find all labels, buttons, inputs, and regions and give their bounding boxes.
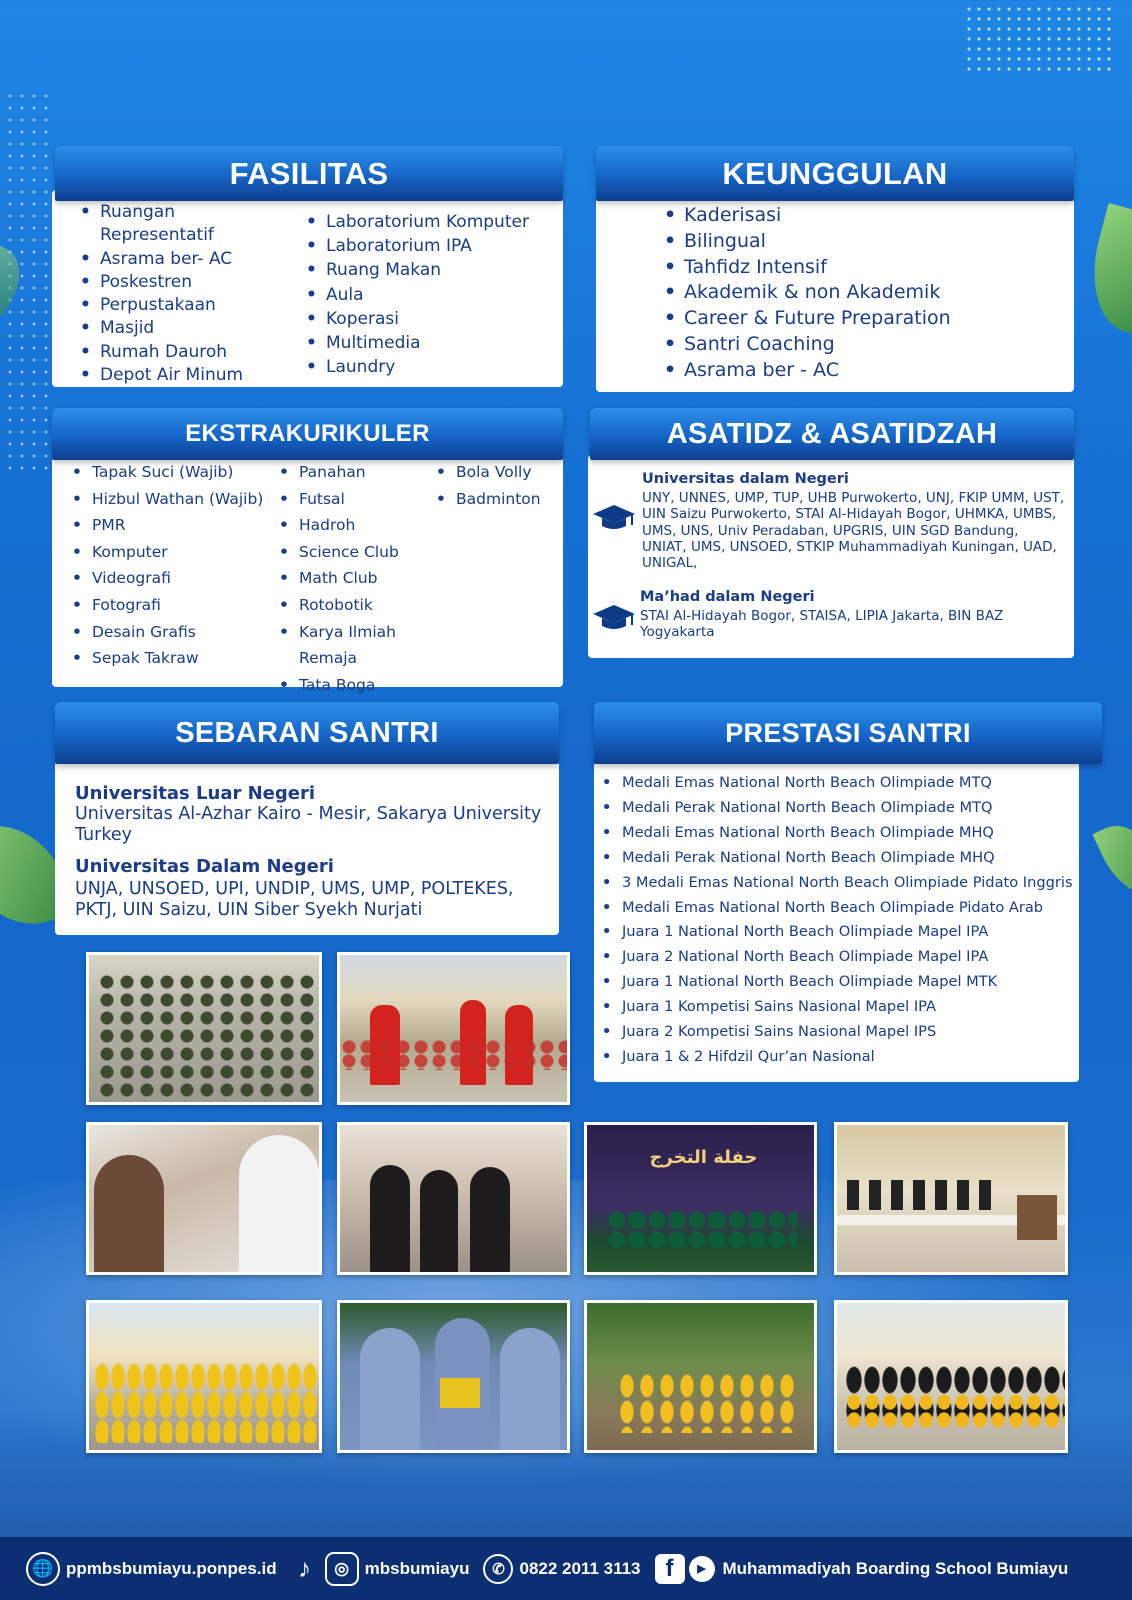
photo-tapak-suci [337,952,570,1105]
asatidz-box [588,455,1074,658]
keunggulan-title: KEUNGGULAN [596,146,1074,201]
keunggulan-box [596,190,1074,392]
asatidz-group-mahad [640,589,1065,641]
list-item: • Perpustakaan [78,294,278,317]
phone-number[interactable]: 0822 2011 3113 [519,1558,641,1578]
graduation-cap-icon [592,503,636,533]
website-link[interactable]: ppmbsbumiayu.ponpes.id [66,1558,277,1578]
list-item: • Tahfidz Intensif [662,255,1062,281]
leaf-decoration [1092,813,1132,907]
sebaran-title: SEBARAN SANTRI [55,702,559,764]
list-item: • Multimedia [304,331,559,355]
asatidz-group-universitas [642,471,1067,571]
list-item: • Videografi [70,565,280,592]
social-handle[interactable]: mbsbumiayu [364,1558,470,1578]
youtube-icon[interactable]: ▶ [689,1556,715,1582]
ekstrakurikuler-title: EKSTRAKURIKULER [52,408,563,460]
list-item: • Hizbul Wathan (Wajib) [70,486,280,513]
luar-negeri-text: Universitas Al-Azhar Kairo - Mesir, Sakarya University Turkey [75,804,542,845]
leaf-decoration [1078,203,1132,337]
list-item: • Tapak Suci (Wajib) [70,459,280,486]
list-item: • PMR [70,512,280,539]
group-title: Ma’had dalam Negeri [640,589,815,605]
list-item: • Depot Air Minum [78,364,278,387]
list-item: • Desain Grafis [70,619,280,646]
list-item: • Komputer [70,539,280,566]
list-item: • Bilingual [662,229,1062,255]
photo-hizbul-wathan-formation [86,952,322,1105]
luar-negeri-title: Universitas Luar Negeri [75,783,316,804]
photo-computer-lab [834,1122,1068,1275]
photo-girls-scouts [337,1300,570,1453]
list-item: • Science Club [277,539,457,566]
list-item: • Laboratorium Komputer [304,210,559,234]
list-item: • Sepak Takraw [70,645,280,672]
keunggulan-list [662,203,1062,384]
list-item: • Juara 1 Kompetisi Sains Nasional Mapel IPA [600,995,1075,1020]
fasilitas-title: FASILITAS [55,146,563,201]
graduation-cap-icon [592,603,636,633]
list-item: • Futsal [277,486,457,513]
list-item: • Panahan [277,459,457,486]
list-item: • Badminton [434,486,559,513]
footer-bar [0,1537,1132,1600]
list-item: • Tata Boga [277,672,457,699]
globe-icon: 🌐 [26,1552,60,1586]
list-item: • Karya Ilmiah Remaja [277,619,457,672]
facebook-icon[interactable]: f [655,1554,685,1584]
list-item: • Laundry [304,355,559,379]
photo-panahan-archery [337,1122,570,1275]
whatsapp-icon: ✆ [483,1554,513,1584]
photo-graduation-stage [584,1122,817,1275]
graduation-banner-text: حفلة التخرج [649,1147,758,1168]
prestasi-box [594,762,1079,1082]
decorative-dots [964,4,1114,74]
prestasi-title: PRESTASI SANTRI [594,702,1102,764]
tiktok-icon[interactable]: ♪ [298,1553,312,1583]
photo-scouts-assembly [86,1300,322,1453]
list-item: • Santri Coaching [662,332,1062,358]
list-item: • Juara 2 Kompetisi Sains Nasional Mapel IPS [600,1020,1075,1045]
list-item: • Medali Emas National North Beach Olimpiade Pidato Arab [600,896,1075,921]
list-item: • Ruang Makan [304,258,559,282]
list-item: • Ruangan Representatif [78,201,278,248]
group-text: UNY, UNNES, UMP, TUP, UHB Purwokerto, UNJ, FKIP UMM, UST, UIN Saizu Purwokerto, STAI Al-Hidayah Bogor, UHMKA, UMBS, UMS, UNS, Univ Peradaban, UPGRIS, UIN SGD Bandung, UNIAT, UMS, UNSOED, STKIP Muhammadiyah Kuningan, UAD, UNIGAL, [642,490,1065,572]
fasilitas-list-1 [78,201,278,387]
list-item: • Aula [304,283,559,307]
ekstrakurikuler-box [52,455,563,694]
group-text: STAI Al-Hidayah Bogor, STAISA, LIPIA Jakarta, BIN BAZ Yogyakarta [640,608,1004,641]
list-item: • Asrama ber- AC [78,248,278,271]
list-item: • Medali Perak National North Beach Olimpiade MHQ [600,846,1075,871]
ekstra-list-3 [434,459,559,512]
list-item: • Akademik & non Akademik [662,280,1062,306]
list-item: • Bola Volly [434,459,559,486]
fasilitas-list-2 [304,210,559,379]
list-item: • Medali Perak National North Beach Olimpiade MTQ [600,796,1075,821]
list-item: • Hadroh [277,512,457,539]
list-item: • Medali Emas National North Beach Olimpiade MTQ [600,771,1075,796]
list-item: • Fotografi [70,592,280,619]
photo-group-school [834,1300,1068,1453]
list-item: • Juara 2 National North Beach Olimpiade Mapel IPA [600,945,1075,970]
list-item: • 3 Medali Emas National North Beach Olimpiade Pidato Inggris [600,871,1075,896]
school-name: Muhammadiyah Boarding School Bumiayu [722,1558,1069,1578]
list-item: • Career & Future Preparation [662,306,1062,332]
ekstra-list-1 [70,459,280,672]
list-item: • Masjid [78,317,278,340]
group-title: Universitas dalam Negeri [642,471,849,487]
list-item: • Rumah Dauroh [78,341,278,364]
ekstra-list-2 [277,459,457,698]
dalam-negeri-title: Universitas Dalam Negeri [75,856,334,877]
list-item: • Kaderisasi [662,203,1062,229]
list-item: • Poskestren [78,271,278,294]
sebaran-box [55,760,559,935]
list-item: • Juara 1 National North Beach Olimpiade Mapel MTK [600,970,1075,995]
fasilitas-box [52,190,563,387]
list-item: • Medali Emas National North Beach Olimpiade MHQ [600,821,1075,846]
list-item: • Laboratorium IPA [304,234,559,258]
dalam-negeri-text: UNJA, UNSOED, UPI, UNDIP, UMS, UMP, POLTEKES, PKTJ, UIN Saizu, UIN Siber Syekh Nurjati [75,879,514,920]
instagram-icon[interactable]: ◎ [325,1552,359,1586]
list-item: • Rotobotik [277,592,457,619]
photo-outdoor-camp [584,1300,817,1453]
list-item: • Asrama ber - AC [662,358,1062,384]
photo-pmr-health-check [86,1122,322,1275]
asatidz-title: ASATIDZ & ASATIDZAH [590,408,1074,460]
list-item: • Koperasi [304,307,559,331]
list-item: • Juara 1 & 2 Hifdzil Qur’an Nasional [600,1045,1075,1070]
prestasi-list [600,771,1075,1070]
list-item: • Juara 1 National North Beach Olimpiade Mapel IPA [600,920,1075,945]
list-item: • Math Club [277,565,457,592]
